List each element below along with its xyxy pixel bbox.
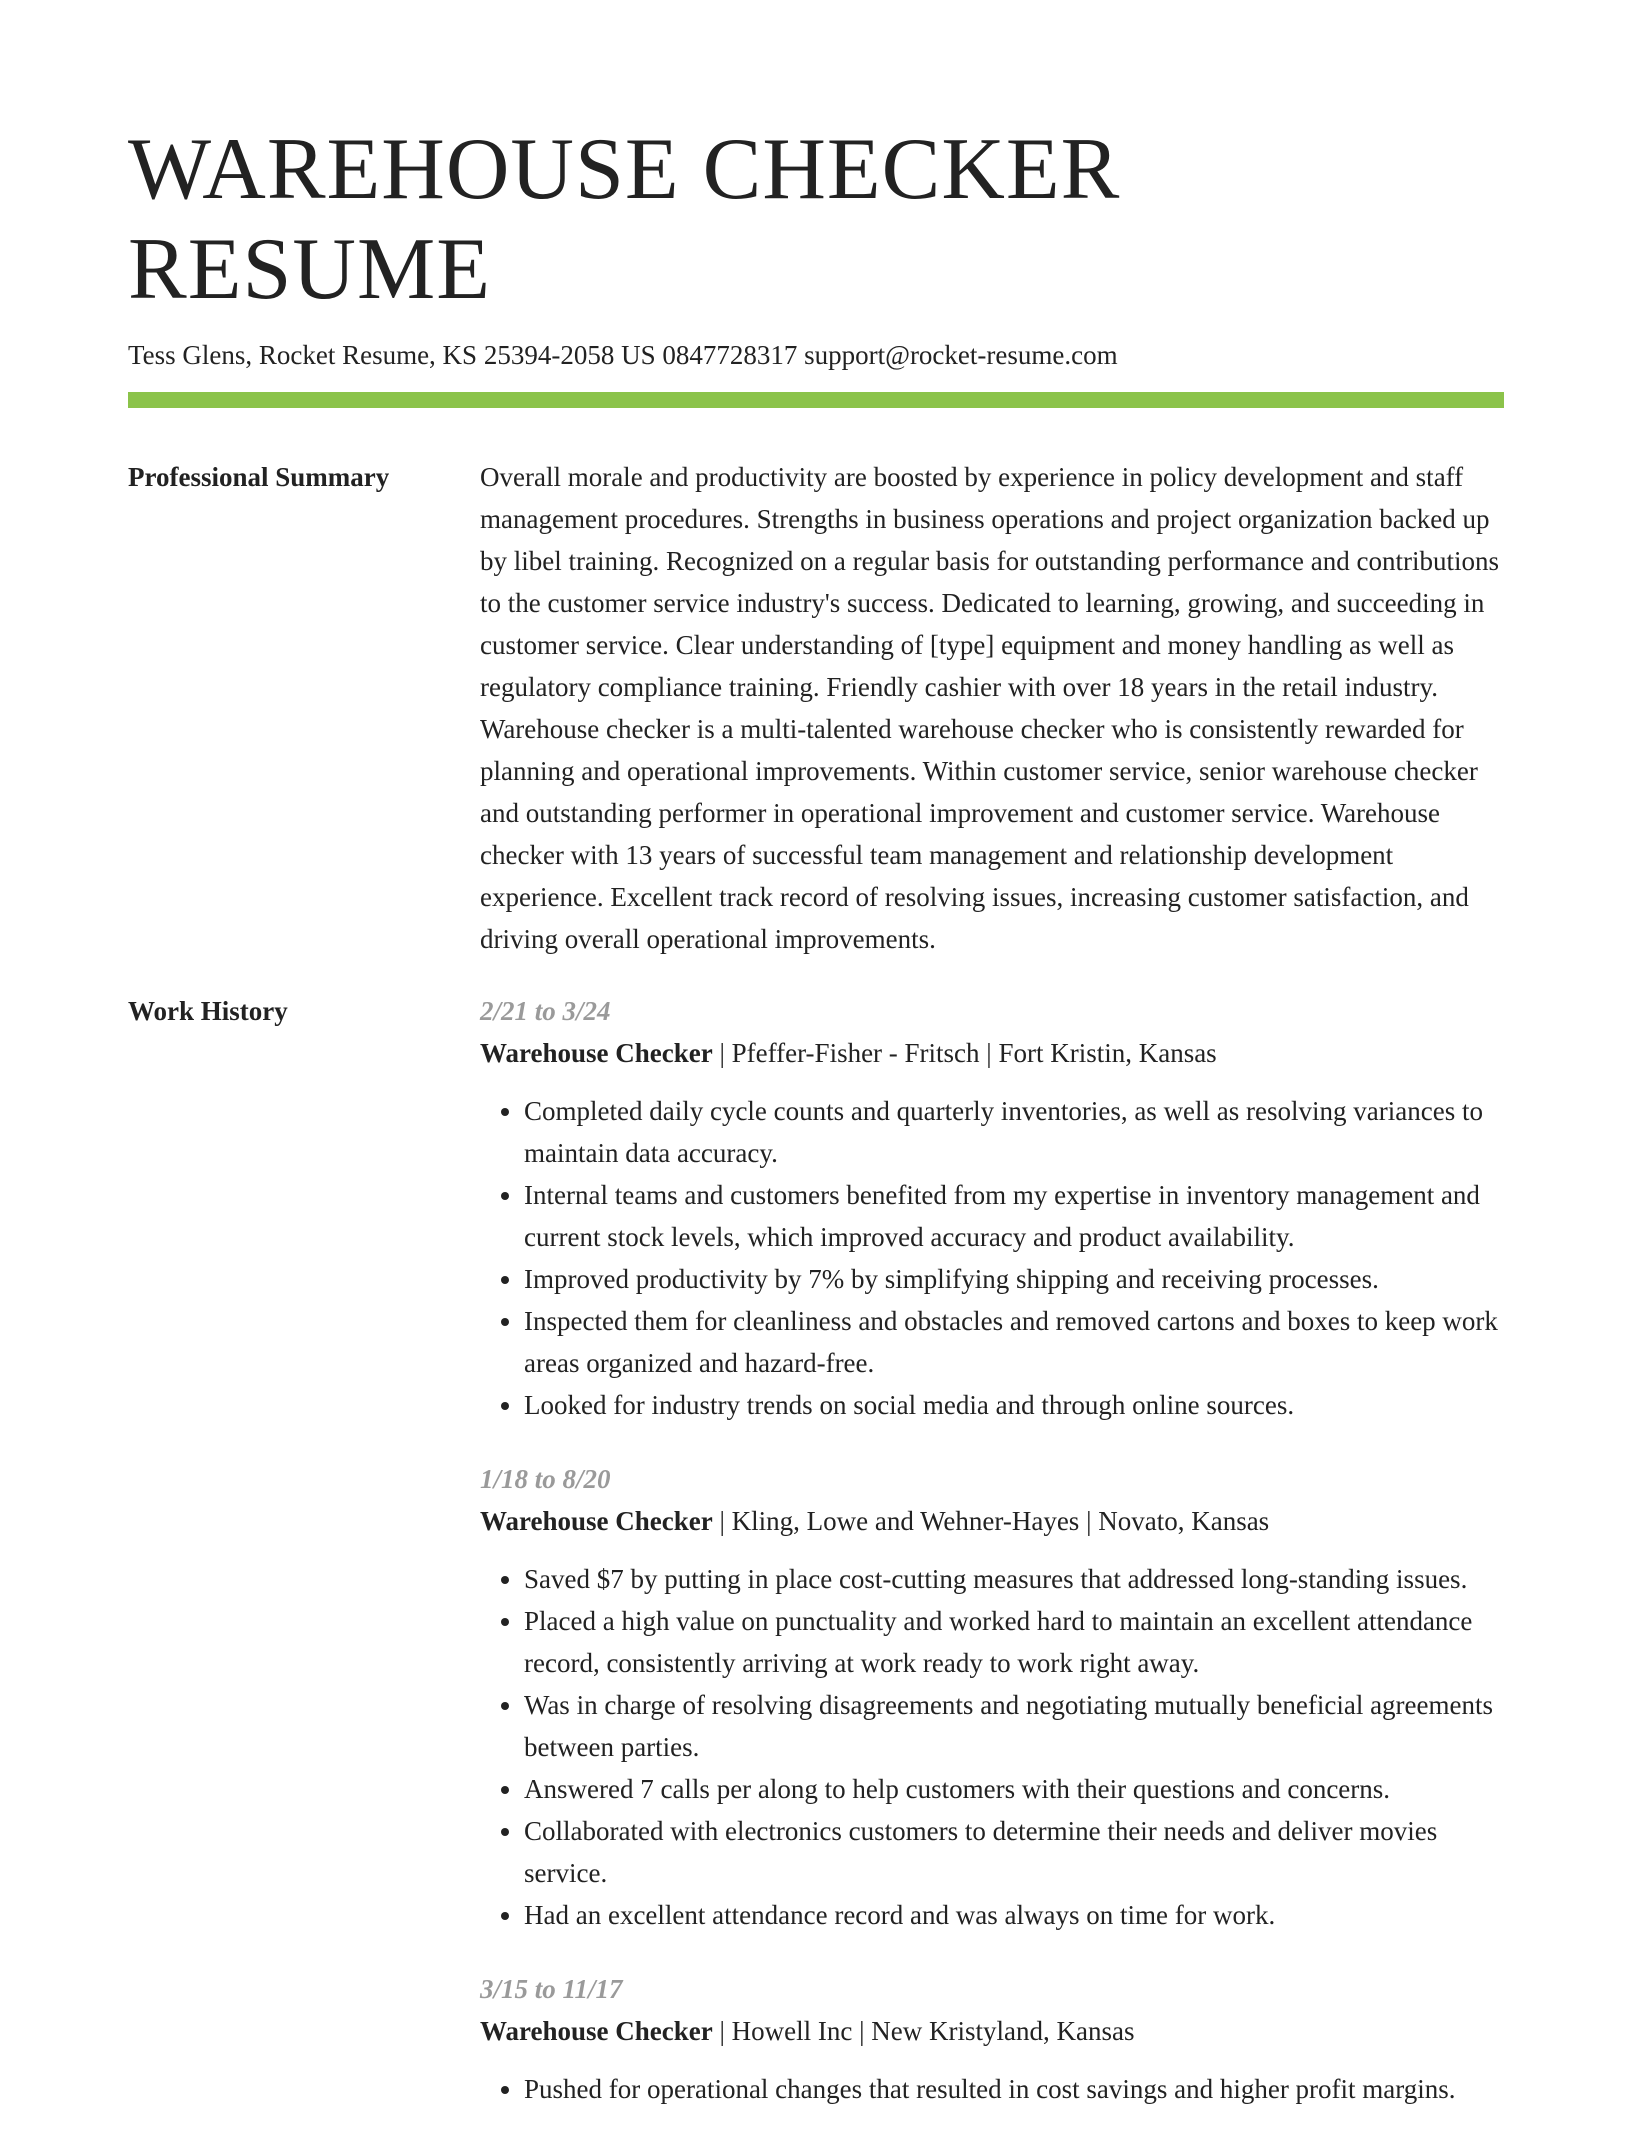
job-dates: 2/21 to 3/24 — [480, 996, 611, 1026]
job-title: Warehouse Checker — [480, 2016, 713, 2046]
contact-info: Tess Glens, Rocket Resume, KS 25394-2058 US 0847728317 support@rocket-resume.com — [128, 340, 1118, 370]
job-heading — [480, 1500, 1504, 1542]
job-bullet: • Was in charge of resolving disagreements and negotiating mutually beneficial agreements between parties. — [524, 1684, 1504, 1768]
job-dates: 1/18 to 8/20 — [480, 1464, 611, 1494]
job-bullet: • Improved productivity by 7% by simplifying shipping and receiving processes. — [524, 1258, 1504, 1300]
summary-text: Overall morale and productivity are boosted by experience in policy development and staff management procedures. Strengths in business operations and project organization backed up by libel training. Recognized on a regular basis for outstanding performance and contributions to the customer service industry's success. Dedicated to learning, growing, and succeeding in customer service. Clear understanding of [type] equipment and money handling as well as regulatory compliance training. Friendly cashier with over 18 years in the retail industry. Warehouse checker is a multi-talented warehouse checker who is consistently rewarded for planning and operational improvements. Within customer service, senior warehouse checker and outstanding performer in operational improvement and customer service. Warehouse checker with 13 years of successful team management and relationship development experience. Excellent track record of resolving issues, increasing customer satisfaction, and driving overall operational improvements. — [480, 462, 1499, 954]
job-bullets — [480, 1090, 1504, 1426]
job-bullet: • Had an excellent attendance record and was always on time for work. — [524, 1894, 1504, 1936]
accent-divider — [128, 392, 1504, 408]
job-heading — [480, 2010, 1504, 2052]
job-bullet: • Placed a high value on punctuality and worked hard to maintain an excellent attendance record, consistently arriving at work ready to work right away. — [524, 1600, 1504, 1684]
job-bullet: • Collaborated with electronics customers to determine their needs and deliver movies service. — [524, 1810, 1504, 1894]
resume-page — [128, 0, 1504, 2142]
work-history-body — [480, 990, 1504, 2142]
job-bullets — [480, 1558, 1504, 1936]
job-bullet: • Inspected them for cleanliness and obstacles and removed cartons and boxes to keep work areas organized and hazard-free. — [524, 1300, 1504, 1384]
summary-body — [480, 456, 1504, 960]
job-bullet: • Pushed for operational changes that resulted in cost savings and higher profit margins. — [524, 2068, 1504, 2110]
job-bullet: • Completed daily cycle counts and quarterly inventories, as well as resolving variances to maintain data accuracy. — [524, 1090, 1504, 1174]
professional-summary-section — [128, 456, 1504, 960]
work-history-section — [128, 990, 1504, 2142]
job-title: Warehouse Checker — [480, 1506, 713, 1536]
job-bullet: • Answered 7 calls per along to help customers with their questions and concerns. — [524, 1768, 1504, 1810]
job-bullet: • Looked for industry trends on social media and through online sources. — [524, 1384, 1504, 1426]
job-details: | Pfeffer-Fisher - Fritsch | Fort Kristin, Kansas — [712, 1038, 1217, 1068]
section-label-summary: Professional Summary — [128, 462, 390, 492]
job-entry — [480, 1458, 1504, 1936]
job-heading — [480, 1032, 1504, 1074]
job-title: Warehouse Checker — [480, 1038, 713, 1068]
resume-title: WAREHOUSE CHECKER RESUME — [128, 121, 1121, 318]
job-entry — [480, 1968, 1504, 2110]
job-entry — [480, 990, 1504, 1426]
job-dates: 3/15 to 11/17 — [480, 1974, 623, 2004]
job-bullets — [480, 2068, 1504, 2110]
job-bullet: • Internal teams and customers benefited from my expertise in inventory management and current stock levels, which improved accuracy and product availability. — [524, 1174, 1504, 1258]
section-label-work-history: Work History — [128, 996, 288, 1026]
job-details: | Kling, Lowe and Wehner-Hayes | Novato, Kansas — [712, 1506, 1270, 1536]
job-details: | Howell Inc | New Kristyland, Kansas — [712, 2016, 1135, 2046]
job-bullet: • Saved $7 by putting in place cost-cutting measures that addressed long-standing issues. — [524, 1558, 1504, 1600]
